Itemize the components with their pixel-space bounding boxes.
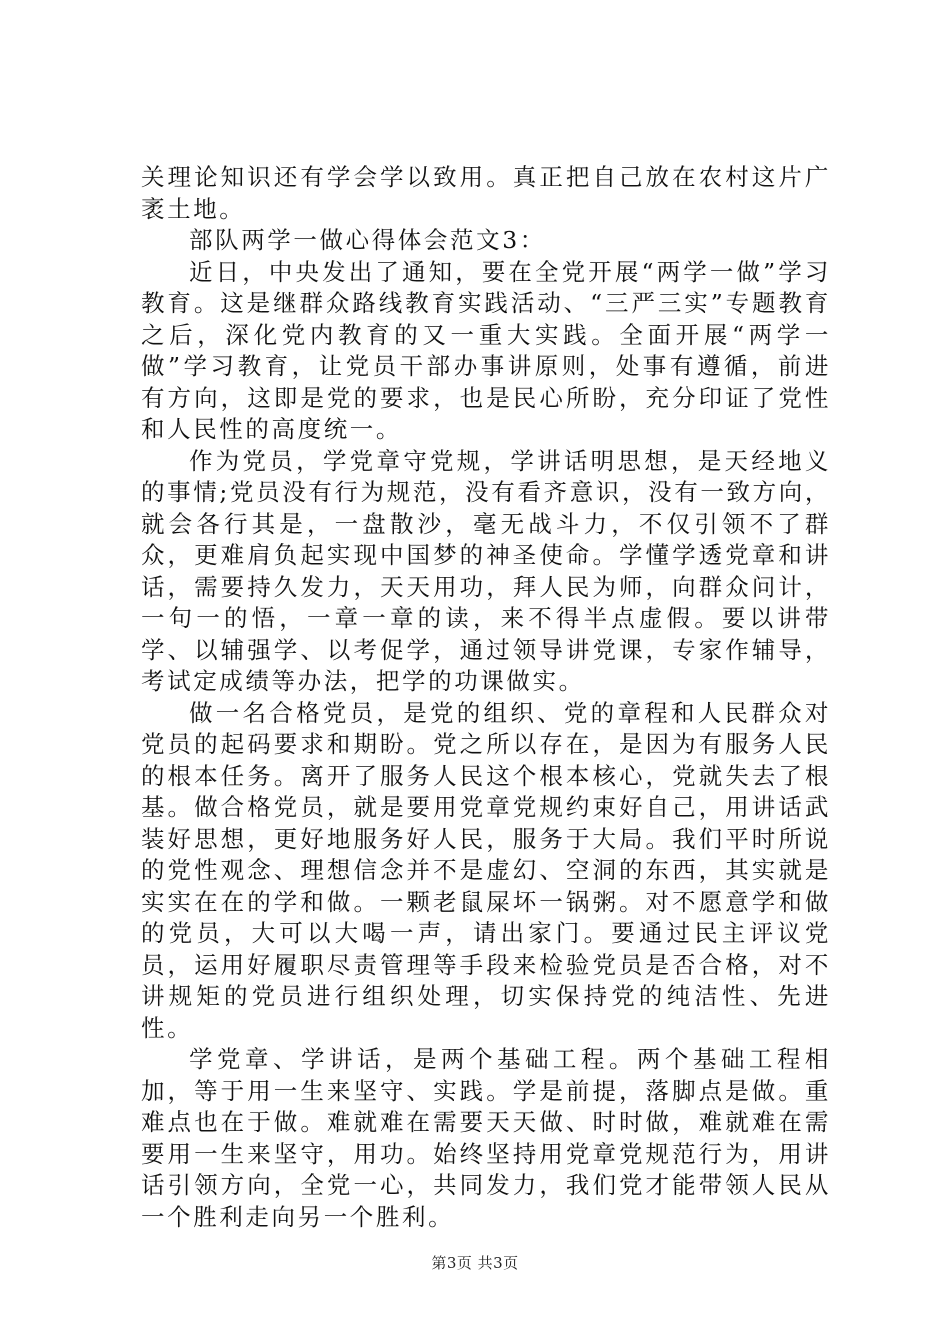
document-body — [141, 162, 831, 1233]
paragraph: 作为党员，学党章守党规，学讲话明思想，是天经地义的事情;党员没有行为规范，没有看齐意识，没有一致方向，就会各行其是，一盘散沙，毫无战斗力，不仅引领不了群众，更难肩负起实现中国梦的神圣使命。学懂学透党章和讲话，需要持久发力，天天用功，拜人民为师，向群众问计，一句一的悟，一章一章的读，来不得半点虚假。要以讲带学、以辅强学、以考促学，通过领导讲党课，专家作辅导，考试定成绩等办法，把学的功课做实。 — [141, 446, 831, 695]
section-heading: 部队两学一做心得体会范文3： — [189, 226, 546, 254]
paragraph-continuation: 关理论知识还有学会学以致用。真正把自己放在农村这片广袤土地。 — [141, 163, 831, 223]
paragraph: 做一名合格党员，是党的组织、党的章程和人民群众对党员的起码要求和期盼。党之所以存在，是因为有服务人民的根本任务。离开了服务人民这个根本核心，党就失去了根基。做合格党员，就是要用党章党规约束好自己，用讲话武装好思想，更好地服务好人民，服务于大局。我们平时所说的党性观念、理想信念并不是虚幻、空洞的东西，其实就是实实在在的学和做。一颗老鼠屎坏一锅粥。对不愿意学和做的党员，大可以大喝一声，请出家门。要通过民主评议党员，运用好履职尽责管理等手段来检验党员是否合格，对不讲规矩的党员进行组织处理，切实保持党的纯洁性、先进性。 — [141, 698, 831, 1042]
paragraph: 近日，中央发出了通知，要在全党开展“两学一做”学习教育。这是继群众路线教育实践活动、“三严三实”专题教育之后，深化党内教育的又一重大实践。全面开展“两学一做”学习教育，让党员干部办事讲原则，处事有遵循，前进有方向，这即是党的要求，也是民心所盼，充分印证了党性和人民性的高度统一。 — [141, 257, 831, 443]
page-number-footer: 第3页 共3页 — [431, 1254, 519, 1272]
paragraph: 学党章、学讲话，是两个基础工程。两个基础工程相加，等于用一生来坚守、实践。学是前提，落脚点是做。重难点也在于做。难就难在需要天天做、时时做，难就难在需要用一生来坚守，用功。始终坚持用党章党规范行为，用讲话引领方向，全党一心，共同发力，我们党才能带领人民从一个胜利走向另一个胜利。 — [141, 1045, 831, 1231]
